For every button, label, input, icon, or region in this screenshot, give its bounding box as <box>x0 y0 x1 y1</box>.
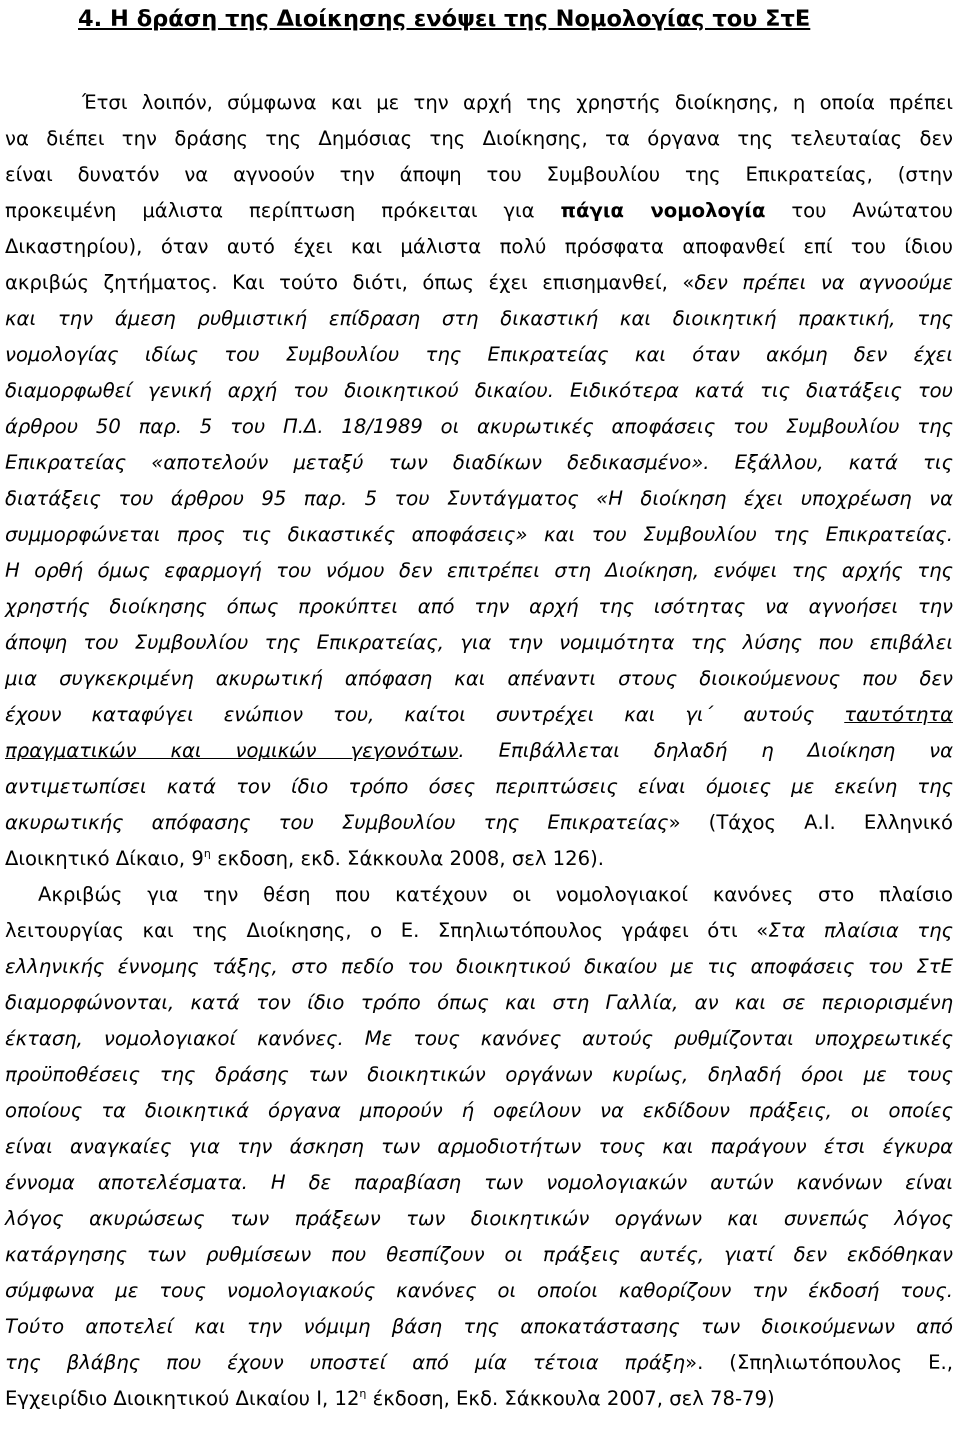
text-run: » (Τάχος Α.Ι. Ελληνικό <box>668 811 953 834</box>
text-run: είναι δυνατόν να αγνοούν την άποψη του Συμβουλίου της Επικρατείας, (στην <box>5 163 953 186</box>
paragraph-1-line-9 <box>5 376 953 406</box>
text-run: είναι αναγκαίες για την άσκηση των αρμοδιοτήτων τους και παράγουν έτσι έγκυρα <box>5 1135 953 1158</box>
paragraph-1-line-10 <box>5 412 953 442</box>
text-run: νομολογίας ιδίως του Συμβουλίου της Επικρατείας και όταν ακόμη δεν έχει <box>5 343 953 366</box>
paragraph-2-line-7 <box>5 1096 953 1126</box>
text-run: κατάργησης των ρυθμίσεων που θεσπίζουν οι πράξεις αυτές, γιατί δεν εκδόθηκαν <box>5 1243 953 1266</box>
paragraph-2-line-8 <box>5 1132 953 1162</box>
paragraph-2-line-13 <box>5 1312 953 1342</box>
text-run: προκειμένη μάλιστα περίπτωση πρόκειται για <box>5 199 561 222</box>
italic-quote: δεν πρέπει να αγνοούμε <box>694 271 953 294</box>
text-run: μια συγκεκριμένη ακυρωτική απόφαση και απέναντι στους διοικούμενους που δεν <box>5 667 953 690</box>
text-run: Τούτο αποτελεί και την νόμιμη βάση της αποκατάστασης των διοικούμενων από <box>5 1315 953 1338</box>
underlined-phrase: ταυτότητα <box>844 703 953 726</box>
paragraph-2-line-15 <box>5 1384 953 1414</box>
paragraph-1-line-4 <box>5 196 953 226</box>
paragraph-2-line-9 <box>5 1168 953 1198</box>
text-run: εκδοση, εκδ. Σάκκουλα 2008, σελ 126). <box>210 847 604 870</box>
paragraph-1-line-1 <box>82 88 953 118</box>
text-run: Δικαστηρίου), όταν αυτό έχει και μάλιστα πολύ πρόσφατα αποφανθεί επί του ίδιου <box>5 235 953 258</box>
italic-quote: ακυρωτικής απόφασης του Συμβουλίου της Επικρατείας <box>5 811 669 834</box>
paragraph-1-line-13 <box>5 520 953 550</box>
text-run: έννομα αποτελέσματα. Η δε παραβίαση των νομολογιακών αυτών κανόνων είναι <box>5 1171 953 1194</box>
text-run: αντιμετωπίσει κατά τον ίδιο τρόπο όσες περιπτώσεις είναι όμοιες με εκείνη της <box>5 775 953 798</box>
superscript: η <box>203 847 211 860</box>
text-run: Έτσι λοιπόν, σύμφωνα και με την αρχή της χρηστής διοίκησης, η οποία πρέπει <box>82 91 953 114</box>
paragraph-2-line-12 <box>5 1276 953 1306</box>
text-run: διαμορφωθεί γενική αρχή του διοικητικού δικαίου. Ειδικότερα κατά τις διατάξεις του <box>5 379 953 402</box>
text-run: . Επιβάλλεται δηλαδή η Διοίκηση να <box>458 739 953 762</box>
text-run: ακριβώς ζητήματος. Και τούτο διότι, όπως έχει επισημανθεί, « <box>5 271 695 294</box>
text-run: του Ανώτατου <box>765 199 953 222</box>
paragraph-1-line-16 <box>5 628 953 658</box>
text-run: Η ορθή όμως εφαρμογή του νόμου δεν επιτρέπει στη Διοίκηση, ενόψει της αρχής της <box>5 559 953 582</box>
text-run: Επικρατείας «αποτελούν μεταξύ των διαδίκων δεδικασμένο». Εξάλλου, κατά τις <box>5 451 953 474</box>
underlined-phrase: πραγματικών και νομικών γεγονότων <box>5 739 459 762</box>
text-run: έχουν καταφύγει ενώπιον του, καίτοι συντρέχει και γι΄ αυτούς <box>5 703 845 726</box>
section-heading: 4. Η δράση της Διοίκησης ενόψει της Νομολογίας του ΣτΕ <box>78 6 811 32</box>
superscript: η <box>359 1387 367 1400</box>
paragraph-1-line-19 <box>5 736 953 766</box>
paragraph-2-line-1 <box>38 880 953 910</box>
paragraph-1-line-7 <box>5 304 953 334</box>
paragraph-2-line-3 <box>5 952 953 982</box>
paragraph-2-line-2 <box>5 916 953 946</box>
paragraph-1-line-11 <box>5 448 953 478</box>
paragraph-1-line-15 <box>5 592 953 622</box>
paragraph-2-line-6 <box>5 1060 953 1090</box>
text-run: έκδοση, Εκδ. Σάκκουλα 2007, σελ 78-79) <box>366 1387 775 1410</box>
text-run: ». (Σπηλιωτόπουλος Ε., <box>685 1351 953 1374</box>
text-run: και την άμεση ρυθμιστική επίδραση στη δικαστική και διοικητική πρακτική, της <box>5 307 953 330</box>
text-run: Διοικητικό Δίκαιο, 9 <box>5 847 204 870</box>
paragraph-1-line-20 <box>5 772 953 802</box>
paragraph-1-line-18 <box>5 700 953 730</box>
text-run: οποίους τα διοικητικά όργανα μπορούν ή οφείλουν να εκδίδουν πράξεις, οι οποίες <box>5 1099 953 1122</box>
text-run: ελληνικής έννομης τάξης, στο πεδίο του διοικητικού δικαίου με τις αποφάσεις του ΣτΕ <box>5 955 953 978</box>
paragraph-2-line-5 <box>5 1024 953 1054</box>
paragraph-2-line-14 <box>5 1348 953 1378</box>
text-run: συμμορφώνεται προς τις δικαστικές αποφάσεις» και του Συμβουλίου της Επικρατείας. <box>5 523 953 546</box>
text-run: χρηστής διοίκησης όπως προκύπτει από την αρχή της ισότητας να αγνοήσει την <box>5 595 953 618</box>
text-run: προϋποθέσεις της δράσης των διοικητικών οργάνων κυρίως, δηλαδή όροι με τους <box>5 1063 953 1086</box>
text-run: να διέπει την δράσης της Δημόσιας της Διοίκησης, τα όργανα της τελευταίας δεν <box>5 127 953 150</box>
paragraph-1-line-21 <box>5 808 953 838</box>
paragraph-1-line-14 <box>5 556 953 586</box>
paragraph-1-line-8 <box>5 340 953 370</box>
text-run: διαμορφώνονται, κατά τον ίδιο τρόπο όπως και στη Γαλλία, αν και σε περιορισμένη <box>5 991 953 1014</box>
text-run: Εγχειρίδιο Διοικητικού Δικαίου Ι, 12 <box>5 1387 360 1410</box>
paragraph-1-line-3 <box>5 160 953 190</box>
text-run: άποψη του Συμβουλίου της Επικρατείας, για την νομιμότητα της λύσης που επιβάλει <box>5 631 953 654</box>
paragraph-1-line-22 <box>5 844 953 874</box>
paragraph-1-line-5 <box>5 232 953 262</box>
text-run: έκταση, νομολογιακοί κανόνες. Με τους κανόνες αυτούς ρυθμίζονται υποχρεωτικές <box>5 1027 953 1050</box>
text-run: λειτουργίας και της Διοίκησης, ο Ε. Σπηλιωτόπουλος γράφει ότι « <box>5 919 769 942</box>
text-run: σύμφωνα με τους νομολογιακούς κανόνες οι οποίοι καθορίζουν την έκδοσή τους. <box>5 1279 953 1302</box>
text-run: Ακριβώς για την θέση που κατέχουν οι νομολογιακοί κανόνες στο πλαίσιο <box>38 883 953 906</box>
paragraph-2-line-11 <box>5 1240 953 1270</box>
paragraph-1-line-12 <box>5 484 953 514</box>
paragraph-2-line-10 <box>5 1204 953 1234</box>
text-run: διατάξεις του άρθρου 95 παρ. 5 του Συντάγματος «Η διοίκηση έχει υποχρέωση να <box>5 487 953 510</box>
text-run: άρθρου 50 παρ. 5 του Π.Δ. 18/1989 οι ακυρωτικές αποφάσεις του Συμβουλίου της <box>5 415 953 438</box>
paragraph-2-line-4 <box>5 988 953 1018</box>
bold-phrase: πάγια νομολογία <box>560 199 766 222</box>
italic-quote: Στα πλαίσια της <box>768 919 953 942</box>
paragraph-1-line-17 <box>5 664 953 694</box>
text-run: λόγος ακυρώσεως των πράξεων των διοικητικών οργάνων και συνεπώς λόγος <box>5 1207 953 1230</box>
italic-quote: της βλάβης που έχουν υποστεί από μία τέτοια πράξη <box>5 1351 686 1374</box>
paragraph-1-line-6 <box>5 268 953 298</box>
paragraph-1-line-2 <box>5 124 953 154</box>
